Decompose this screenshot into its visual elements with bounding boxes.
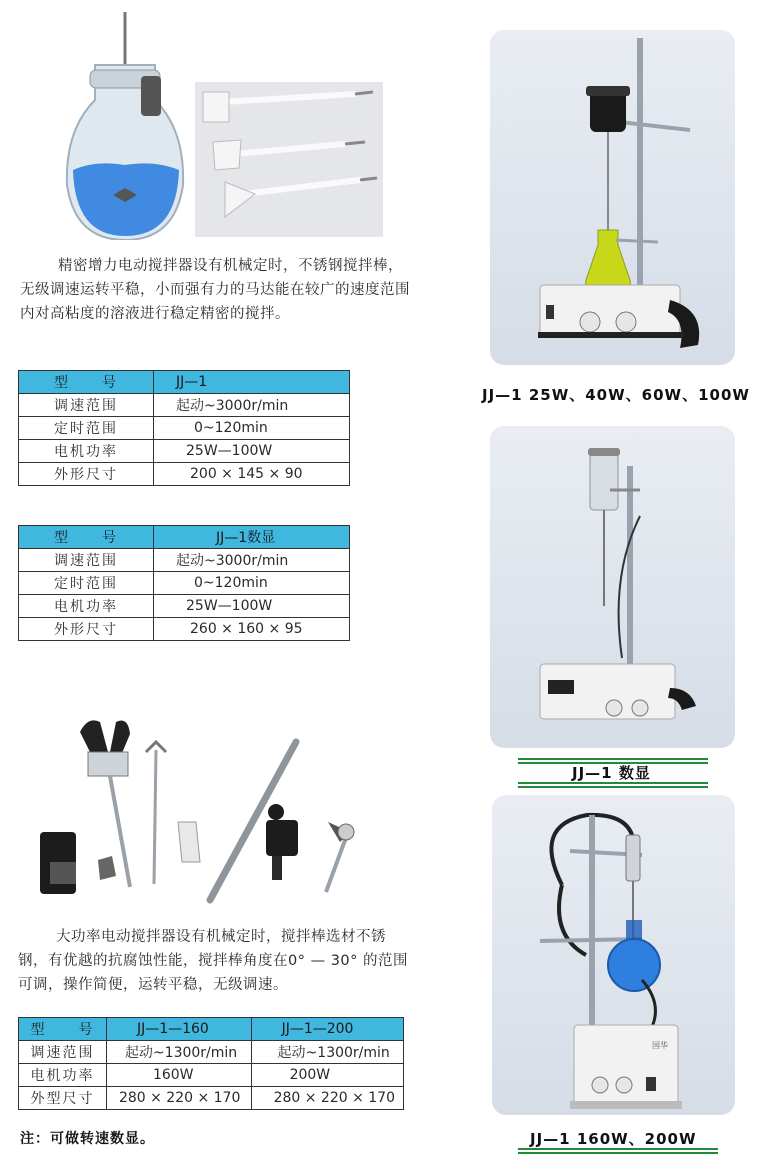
- accessories-paragraph: 大功率电动搅拌器设有机械定时，搅拌棒选材不锈钢，有优越的抗腐蚀性能，搅拌棒角度在0° — 30° 的范围可调，操作简便，运转平稳，无级调速。: [18, 929, 409, 993]
- spec-table-jj1: [18, 370, 350, 486]
- table-row: [19, 440, 350, 463]
- table-cell: 起动~1300r/min: [251, 1041, 403, 1064]
- table-cell: 200 × 145 × 90: [154, 463, 350, 486]
- table-header-cell: JJ—1—160: [106, 1018, 251, 1041]
- table-cell: 电机功率: [19, 440, 154, 463]
- table-cell: 起动~3000r/min: [154, 549, 350, 572]
- stirring-rods-photo: [195, 82, 383, 237]
- table-row: [19, 394, 350, 417]
- table-cell: 电机功率: [19, 1064, 107, 1087]
- table-cell: 起动~3000r/min: [154, 394, 350, 417]
- table-cell: 25W—100W: [154, 595, 350, 618]
- brand-label: 国华: [652, 1041, 668, 1050]
- table-header-row: [19, 371, 350, 394]
- table-row: [19, 1064, 404, 1087]
- spec-table-jj1-160-200: [18, 1017, 404, 1110]
- table-row: [19, 417, 350, 440]
- caption-jj1-digital: JJ—1 数显: [572, 764, 651, 782]
- table-cell: 0~120min: [154, 572, 350, 595]
- table-cell: 电机功率: [19, 595, 154, 618]
- caption-jj1: JJ—1 25W、40W、60W、100W: [482, 386, 750, 404]
- table-row: [19, 463, 350, 486]
- caption-rule: [518, 1148, 718, 1154]
- table-header-row: [19, 526, 350, 549]
- table-cell: 外形尺寸: [19, 618, 154, 641]
- spec-table-jj1-digital: [18, 525, 350, 641]
- table-row: [19, 1041, 404, 1064]
- table-header-cell: 型 号: [19, 526, 154, 549]
- table-row: [19, 572, 350, 595]
- accessories-photo: [28, 712, 398, 912]
- table-row: [19, 618, 350, 641]
- product-photo-jj1: [490, 30, 735, 365]
- table-cell: 外型尺寸: [19, 1087, 107, 1110]
- caption-rule: [518, 782, 708, 788]
- table-cell: 外形尺寸: [19, 463, 154, 486]
- table-row: [19, 549, 350, 572]
- table-cell: 调速范围: [19, 1041, 107, 1064]
- table-header-row: [19, 1018, 404, 1041]
- table-cell: 280 × 220 × 170: [251, 1087, 403, 1110]
- table-cell: 280 × 220 × 170: [106, 1087, 251, 1110]
- product-photo-jj1-160-200: [492, 795, 735, 1115]
- table-cell: 起动~1300r/min: [106, 1041, 251, 1064]
- product-photo-jj1-digital: [490, 426, 735, 748]
- table-cell: 定时范围: [19, 572, 154, 595]
- table-cell: 定时范围: [19, 417, 154, 440]
- table-header-cell: 型 号: [19, 371, 154, 394]
- caption-jj1-160-200: JJ—1 160W、200W: [530, 1130, 697, 1148]
- flask-stirrer-photo: [55, 10, 195, 240]
- table-row: [19, 595, 350, 618]
- intro-paragraph: 精密增力电动搅拌器设有机械定时，不锈钢搅拌棒，无级调速运转平稳，小而强有力的马达能在较广的速度范围内对高粘度的溶液进行稳定精密的搅拌。: [20, 258, 410, 322]
- table-cell: 160W: [106, 1064, 251, 1087]
- table-cell: 200W: [251, 1064, 403, 1087]
- table-header-cell: 型 号: [19, 1018, 107, 1041]
- table-cell: 0~120min: [154, 417, 350, 440]
- table-cell: 调速范围: [19, 549, 154, 572]
- table-cell: 25W—100W: [154, 440, 350, 463]
- footnote: 注：可做转速数显。: [20, 1131, 155, 1147]
- table-row: [19, 1087, 404, 1110]
- table-cell: 260 × 160 × 95: [154, 618, 350, 641]
- table-header-cell: JJ—1—200: [251, 1018, 403, 1041]
- table-cell: 调速范围: [19, 394, 154, 417]
- table-header-cell: JJ—1: [154, 371, 350, 394]
- table-header-cell: JJ—1数显: [154, 526, 350, 549]
